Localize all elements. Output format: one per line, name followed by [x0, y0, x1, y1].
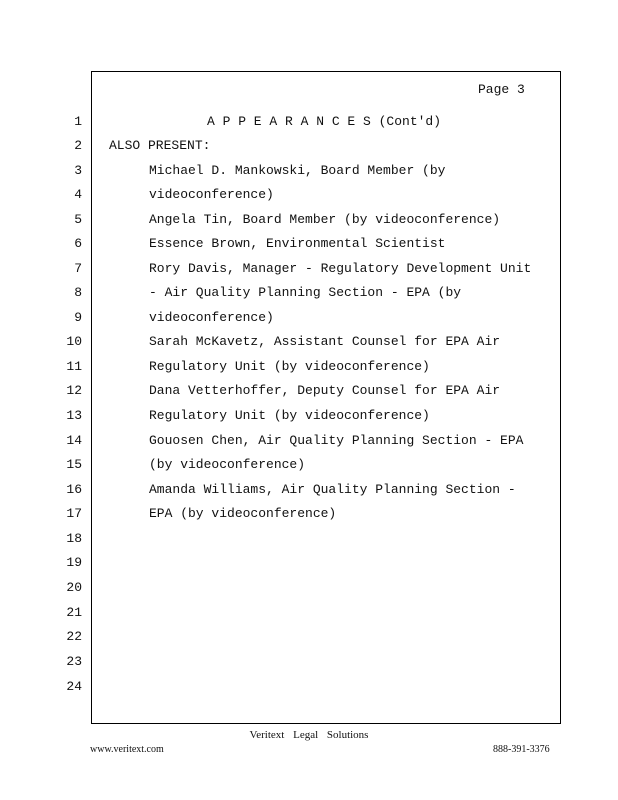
line-number: 2	[74, 138, 82, 153]
transcript-line: Rory Davis, Manager - Regulatory Development Unit	[149, 261, 532, 276]
line-number: 4	[74, 187, 82, 202]
transcript-line: - Air Quality Planning Section - EPA (by	[149, 285, 462, 300]
transcript-line: Regulatory Unit (by videoconference)	[149, 359, 430, 374]
transcript-line: Michael D. Mankowski, Board Member (by	[149, 163, 446, 178]
page-number: Page 3	[478, 82, 525, 97]
line-number: 7	[74, 261, 82, 276]
footer-phone: 888-391-3376	[493, 744, 550, 755]
transcript-line: Dana Vetterhoffer, Deputy Counsel for EPA Air	[149, 383, 501, 398]
line-number: 14	[66, 433, 82, 448]
transcript-line: videoconference)	[149, 187, 274, 202]
line-number: 3	[74, 163, 82, 178]
line-number: 21	[66, 605, 82, 620]
transcript-line: (by videoconference)	[149, 457, 306, 472]
line-number: 6	[74, 236, 82, 251]
line-number: 9	[74, 310, 82, 325]
line-number: 8	[74, 285, 82, 300]
line-number: 22	[66, 629, 82, 644]
line-number: 1	[74, 114, 82, 129]
footer-company: Veritext Legal Solutions	[249, 729, 369, 741]
line-number: 15	[66, 457, 82, 472]
line-number: 10	[66, 334, 82, 349]
line-number: 13	[66, 408, 82, 423]
line-number: 20	[66, 580, 82, 595]
line-number: 23	[66, 654, 82, 669]
transcript-line: Sarah McKavetz, Assistant Counsel for EPA Air	[149, 334, 501, 349]
line-number: 5	[74, 212, 82, 227]
transcript-line: Regulatory Unit (by videoconference)	[149, 408, 430, 423]
transcript-line: Gouosen Chen, Air Quality Planning Section - EPA	[149, 433, 524, 448]
appearances-heading: A P P E A R A N C E S (Cont'd)	[207, 114, 442, 129]
line-number: 19	[66, 555, 82, 570]
transcript-line: Angela Tin, Board Member (by videoconference)	[149, 212, 501, 227]
also-present-label: ALSO PRESENT:	[109, 138, 211, 153]
transcript-line: Essence Brown, Environmental Scientist	[149, 236, 446, 251]
transcript-line: videoconference)	[149, 310, 274, 325]
line-number: 17	[66, 506, 82, 521]
transcript-line: Amanda Williams, Air Quality Planning Section -	[149, 482, 516, 497]
line-number: 12	[66, 383, 82, 398]
line-number: 16	[66, 482, 82, 497]
line-number: 11	[66, 359, 82, 374]
footer-website: www.veritext.com	[90, 744, 164, 755]
transcript-line: EPA (by videoconference)	[149, 506, 337, 521]
line-number: 24	[66, 679, 82, 694]
line-number: 18	[66, 531, 82, 546]
